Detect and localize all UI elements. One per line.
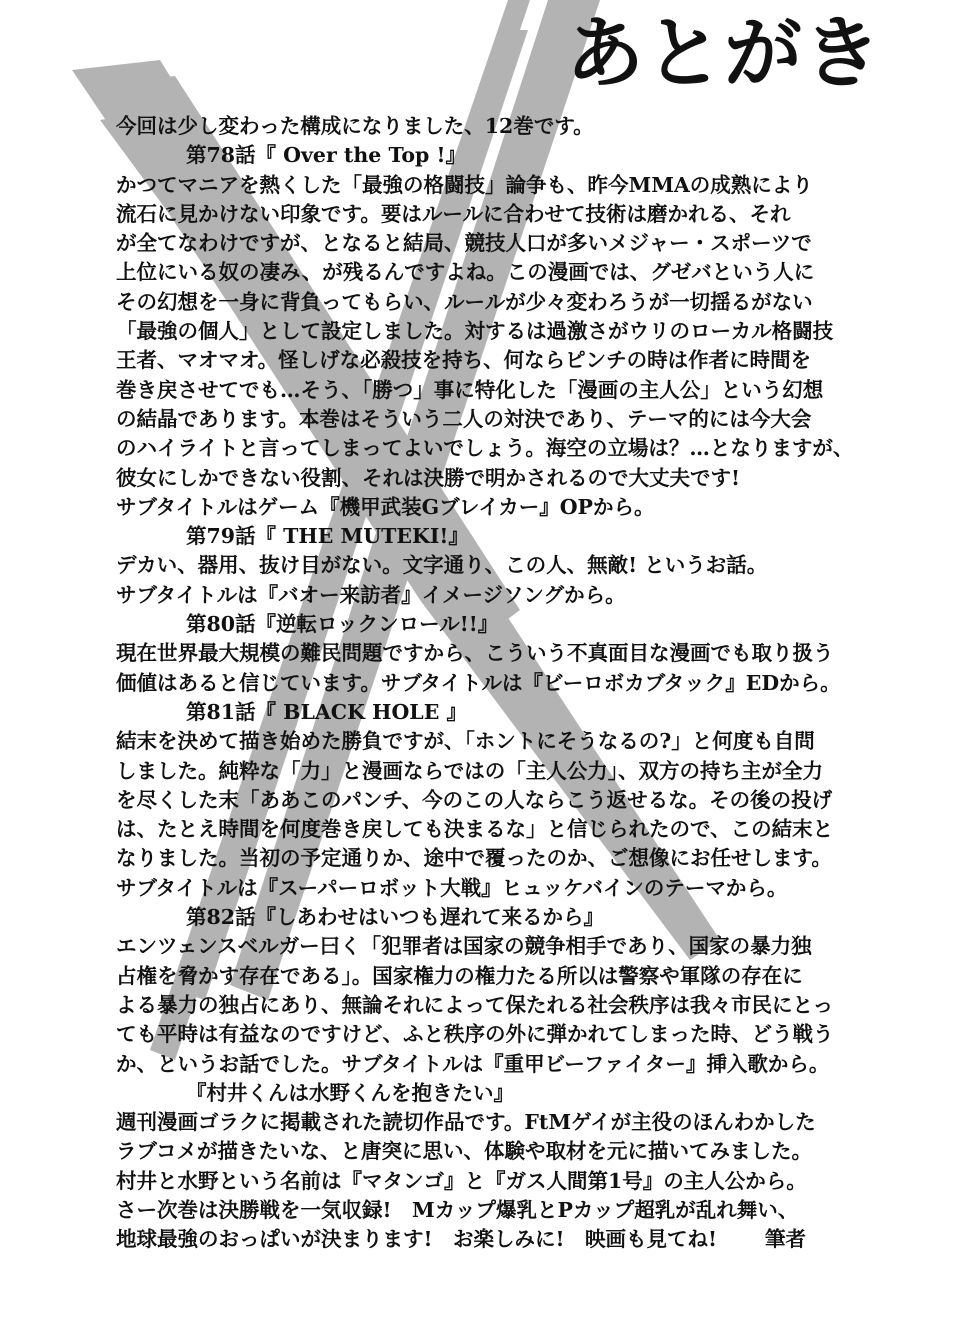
text-line: かつてマニアを熱くした「最強の格闘技」論争も、昨今MMAの成熟により <box>116 172 813 197</box>
text-line <box>116 1225 961 1254</box>
chapter-heading: 第79話『 THE MUTEKI!』 <box>186 524 469 549</box>
chapter-heading: 第81話『 BLACK HOLE 』 <box>186 699 467 724</box>
text-line: を尽くした末「ああこのパンチ、今のこの人ならこう返せるな。その後の投げ <box>116 787 833 812</box>
page-title: あとがき <box>566 9 883 99</box>
text-line: サブタイトルは『スーパーロボット大戦』ヒュッケバインのテーマから。 <box>116 875 788 900</box>
text-line: 村井と水野という名前は『マタンゴ』と『ガス人間第1号』の主人公から。 <box>116 1168 807 1193</box>
text-line: が全てなわけですが、となると結局、競技人口が多いメジャー・スポーツで <box>116 231 812 256</box>
text-line: 流石に見かけない印象です。要はルールに合わせて技術は磨かれる、それ <box>116 201 791 226</box>
text-line: 価値はあると信じています。サブタイトルは『ビーロボカブタック』EDから。 <box>116 670 841 695</box>
text-line: よる暴力の独占にあり、無論それによって保たれる社会秩序は我々市民にとっ <box>116 992 834 1017</box>
text-line: デカい、器用、抜け目がない。文字通り、この人、無敵! というお話。 <box>116 553 768 578</box>
text-line: 王者、マオマオ。怪しげな必殺技を持ち、何ならピンチの時は作者に時間を <box>116 348 812 373</box>
text-line: 現在世界最大規模の難民問題ですから、こういう不真面目な漫画でも取り扱う <box>116 641 834 666</box>
text-line: ラブコメが描きたいな、と唐突に思い、体験や取材を元に描いてみました。 <box>116 1139 812 1164</box>
text-line: ても平時は有益なのですけど、ふと秩序の外に弾かれてしまった時、どう戦う <box>116 1022 834 1047</box>
text-line: 今回は少し変わった構成になりました、12巻です。 <box>116 114 594 138</box>
text-line: しました。純粋な「力」と漫画ならではの「主人公力」、双方の持ち主が全力 <box>116 758 824 783</box>
text-line: その幻想を一身に背負ってもらい、ルールが少々変わろうが一切揺るがない <box>116 289 813 314</box>
text-line: サブタイトルは『バオー来訪者』イメージソングから。 <box>116 582 626 607</box>
text-line: 上位にいる奴の凄み、が残るんですよね。この漫画では、グゼバという人に <box>116 260 815 285</box>
text-line: なりました。当初の予定通りか、途中で覆ったのか、ご想像にお任せします。 <box>116 846 832 871</box>
afterword-body <box>116 112 961 1255</box>
final-line-text: 地球最強のおっぱいが決まります! お楽しみに! 映画も見てね! <box>116 1227 717 1252</box>
text-line: か、というお話でした。サブタイトルは『重甲ビーファイター』挿入歌から。 <box>116 1051 830 1076</box>
author-signature: 筆者 <box>765 1227 806 1252</box>
chapter-heading: 第82話『しあわせはいつも遅れて来るから』 <box>186 905 605 930</box>
chapter-heading: 『村井くんは水野くんを抱きたい』 <box>186 1080 514 1105</box>
text-line: のハイライトと言ってしまってよいでしょう。海空の立場は？…となりますが、 <box>116 436 854 461</box>
text-line: 彼女にしかできない役割、それは決勝で明かされるので大丈夫です! <box>116 465 740 490</box>
text-line: 占権を脅かす存在である」。国家権力の権力たる所以は警察や軍隊の存在に <box>116 963 803 988</box>
text-line: エンツェンスベルガー曰く「犯罪者は国家の競争相手であり、国家の暴力独 <box>116 934 812 959</box>
text-line: は、たとえ時間を何度巻き戻しても決まるな」と信じられたので、この結末と <box>116 817 834 842</box>
chapter-heading: 第80話『逆転ロックンロール!!』 <box>186 612 499 637</box>
chapter-heading: 第78話『 Over the Top !』 <box>186 143 467 168</box>
text-line: 週刊漫画ゴラクに掲載された読切作品です。FtMゲイが主役のほんわかした <box>116 1110 816 1135</box>
text-line: の結晶であります。本巻はそういう二人の対決であり、テーマ的には今大会 <box>116 406 812 431</box>
text-line: サブタイトルはゲーム『機甲武装Gブレイカー』OPから。 <box>116 494 655 519</box>
text-line: 「最強の個人」として設定しました。対するは過激さがウリのローカル格闘技 <box>116 319 834 344</box>
text-line: 巻き戻させてでも…そう、「勝つ」事に特化した「漫画の主人公」という幻想 <box>116 377 824 402</box>
text-line: さー次巻は決勝戦を一気収録! Mカップ爆乳とPカップ超乳が乱れ舞い、 <box>116 1197 799 1222</box>
text-line: 結末を決めて描き始めた勝負ですが、「ホントにそうなるの?」と何度も自問 <box>116 729 815 754</box>
